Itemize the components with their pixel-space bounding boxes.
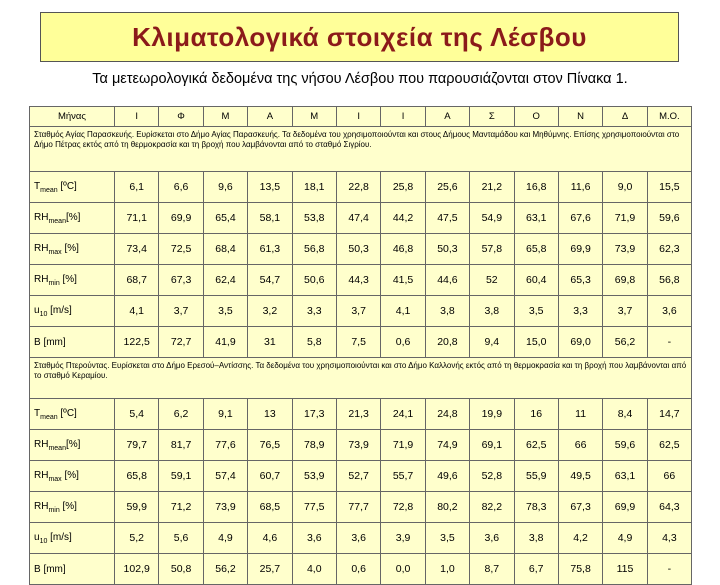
value-cell: 71,2	[159, 492, 203, 523]
value-cell: 41,9	[203, 327, 247, 358]
value-cell: 62,5	[514, 430, 558, 461]
row-label: B [mm]	[30, 327, 115, 358]
value-cell: 15,5	[647, 172, 691, 203]
value-cell: 54,7	[248, 265, 292, 296]
title-banner	[40, 12, 679, 62]
value-cell: 6,6	[159, 172, 203, 203]
row-label: $RH_{min}$ [%]	[30, 492, 115, 523]
table-row	[30, 172, 692, 203]
value-cell: 7,5	[336, 327, 380, 358]
month-header-cell: Ι	[336, 107, 380, 127]
value-cell: 52,7	[336, 461, 380, 492]
value-cell: 3,6	[470, 523, 514, 554]
value-cell: 49,6	[425, 461, 469, 492]
value-cell: 4,0	[292, 554, 336, 585]
value-cell: 31	[248, 327, 292, 358]
value-cell: 6,7	[514, 554, 558, 585]
value-cell: 4,3	[647, 523, 691, 554]
value-cell: 61,3	[248, 234, 292, 265]
station2-description: Σταθμός Πτερούντας. Ευρίσκεται στο Δήμο Ερεσού–Αντίσσης. Τα δεδομένα του χρησιμοποιούνται και στο Δήμο Καλλονής εκτός από τη θερμοκρασία και τη βροχή που λαμβάνονται από το σταθμό Κεραμίου.	[30, 358, 692, 399]
value-cell: 52	[470, 265, 514, 296]
value-cell: 78,9	[292, 430, 336, 461]
value-cell: 3,5	[514, 296, 558, 327]
month-header-cell: Ο	[514, 107, 558, 127]
value-cell: 3,9	[381, 523, 425, 554]
value-cell: 25,6	[425, 172, 469, 203]
value-cell: 58,1	[248, 203, 292, 234]
value-cell: 44,3	[336, 265, 380, 296]
month-header-cell: Σ	[470, 107, 514, 127]
value-cell: 3,7	[159, 296, 203, 327]
table-row	[30, 203, 692, 234]
value-cell: 3,5	[425, 523, 469, 554]
table-row	[30, 399, 692, 430]
value-cell: 59,1	[159, 461, 203, 492]
value-cell: 53,9	[292, 461, 336, 492]
value-cell: 4,9	[603, 523, 647, 554]
row-label: B [mm]	[30, 554, 115, 585]
month-header-cell: Δ	[603, 107, 647, 127]
value-cell: 78,3	[514, 492, 558, 523]
value-cell: 50,3	[336, 234, 380, 265]
value-cell: 3,3	[292, 296, 336, 327]
value-cell: 71,1	[115, 203, 159, 234]
month-header-cell: Α	[248, 107, 292, 127]
table-row	[30, 492, 692, 523]
value-cell: 80,2	[425, 492, 469, 523]
table-row	[30, 461, 692, 492]
value-cell: 16,8	[514, 172, 558, 203]
value-cell: 3,6	[292, 523, 336, 554]
value-cell: 0,0	[381, 554, 425, 585]
value-cell: 73,9	[603, 234, 647, 265]
value-cell: 47,5	[425, 203, 469, 234]
row-label: $RH_{min}$ [%]	[30, 265, 115, 296]
value-cell: 82,2	[470, 492, 514, 523]
value-cell: 60,4	[514, 265, 558, 296]
value-cell: 3,7	[603, 296, 647, 327]
value-cell: 6,1	[115, 172, 159, 203]
value-cell: 62,3	[647, 234, 691, 265]
value-cell: 55,7	[381, 461, 425, 492]
value-cell: 69,9	[603, 492, 647, 523]
value-cell: 56,2	[603, 327, 647, 358]
value-cell: 73,4	[115, 234, 159, 265]
value-cell: 11,6	[558, 172, 602, 203]
table-row	[30, 265, 692, 296]
value-cell: 3,5	[203, 296, 247, 327]
value-cell: 71,9	[603, 203, 647, 234]
value-cell: 71,9	[381, 430, 425, 461]
value-cell: 72,7	[159, 327, 203, 358]
value-cell: 3,7	[336, 296, 380, 327]
value-cell: 5,6	[159, 523, 203, 554]
value-cell: 72,5	[159, 234, 203, 265]
value-cell: 20,8	[425, 327, 469, 358]
value-cell: -	[647, 554, 691, 585]
table-row	[30, 554, 692, 585]
value-cell: 41,5	[381, 265, 425, 296]
value-cell: 63,1	[514, 203, 558, 234]
value-cell: 9,1	[203, 399, 247, 430]
value-cell: 15,0	[514, 327, 558, 358]
value-cell: 73,9	[203, 492, 247, 523]
value-cell: 13	[248, 399, 292, 430]
station2-description-row	[30, 358, 692, 399]
value-cell: 19,9	[470, 399, 514, 430]
table-row	[30, 296, 692, 327]
value-cell: 68,4	[203, 234, 247, 265]
month-header-cell: Μ.Ο.	[647, 107, 691, 127]
value-cell: 14,7	[647, 399, 691, 430]
value-cell: 65,8	[514, 234, 558, 265]
value-cell: 0,6	[336, 554, 380, 585]
value-cell: 75,8	[558, 554, 602, 585]
value-cell: 47,4	[336, 203, 380, 234]
value-cell: 3,3	[558, 296, 602, 327]
value-cell: 11	[558, 399, 602, 430]
value-cell: 24,1	[381, 399, 425, 430]
climate-table	[29, 106, 692, 585]
row-label: $RH_{max}$ [%]	[30, 461, 115, 492]
row-label: $T_{mean}$ [ºC]	[30, 399, 115, 430]
value-cell: 62,4	[203, 265, 247, 296]
value-cell: 65,8	[115, 461, 159, 492]
table-row	[30, 523, 692, 554]
value-cell: 56,8	[647, 265, 691, 296]
value-cell: 64,3	[647, 492, 691, 523]
value-cell: -	[647, 327, 691, 358]
value-cell: 55,9	[514, 461, 558, 492]
value-cell: 76,5	[248, 430, 292, 461]
row-label: $T_{mean}$ [ºC]	[30, 172, 115, 203]
value-cell: 50,3	[425, 234, 469, 265]
value-cell: 3,6	[647, 296, 691, 327]
header-label-cell: Μήνας	[30, 107, 115, 127]
value-cell: 68,7	[115, 265, 159, 296]
month-header-cell: Μ	[203, 107, 247, 127]
value-cell: 4,1	[381, 296, 425, 327]
value-cell: 65,4	[203, 203, 247, 234]
value-cell: 57,4	[203, 461, 247, 492]
value-cell: 44,6	[425, 265, 469, 296]
value-cell: 4,6	[248, 523, 292, 554]
value-cell: 115	[603, 554, 647, 585]
value-cell: 68,5	[248, 492, 292, 523]
value-cell: 24,8	[425, 399, 469, 430]
month-header-cell: Ι	[381, 107, 425, 127]
value-cell: 3,8	[470, 296, 514, 327]
value-cell: 9,0	[603, 172, 647, 203]
page-title: Κλιματολογικά στοιχεία της Λέσβου	[132, 21, 587, 52]
value-cell: 56,2	[203, 554, 247, 585]
value-cell: 59,6	[603, 430, 647, 461]
value-cell: 63,1	[603, 461, 647, 492]
value-cell: 4,9	[203, 523, 247, 554]
table-row	[30, 327, 692, 358]
value-cell: 77,6	[203, 430, 247, 461]
value-cell: 50,6	[292, 265, 336, 296]
value-cell: 66	[647, 461, 691, 492]
value-cell: 74,9	[425, 430, 469, 461]
value-cell: 49,5	[558, 461, 602, 492]
month-header-cell: Φ	[159, 107, 203, 127]
value-cell: 1,0	[425, 554, 469, 585]
value-cell: 62,5	[647, 430, 691, 461]
value-cell: 22,8	[336, 172, 380, 203]
value-cell: 9,4	[470, 327, 514, 358]
value-cell: 67,6	[558, 203, 602, 234]
table-row	[30, 234, 692, 265]
row-label: $RH_{mean}[\%]$	[30, 430, 115, 461]
station1-description: Σταθμός Αγίας Παρασκευής. Ευρίσκεται στο Δήμο Αγίας Παρασκευής. Τα δεδομένα του χρησιμοποιούνται και στους Δήμους Μανταμάδου και Μηθύμνης. Επίσης χρησιμοποιούνται στο Δήμο Πέτρας εκτός από τη θερμοκρασία και τη βροχή που λαμβάνονται από το σταθμό Σιγρίου.	[30, 127, 692, 172]
value-cell: 25,8	[381, 172, 425, 203]
value-cell: 122,5	[115, 327, 159, 358]
value-cell: 77,5	[292, 492, 336, 523]
page-subtitle: Τα μετεωρολογικά δεδομένα της νήσου Λέσβου που παρουσιάζονται στον Πίνακα 1.	[92, 71, 628, 87]
value-cell: 46,8	[381, 234, 425, 265]
value-cell: 3,2	[248, 296, 292, 327]
value-cell: 73,9	[336, 430, 380, 461]
value-cell: 5,8	[292, 327, 336, 358]
month-header-cell: Μ	[292, 107, 336, 127]
value-cell: 50,8	[159, 554, 203, 585]
value-cell: 69,9	[159, 203, 203, 234]
row-label: $RH_{mean}[\%]$	[30, 203, 115, 234]
value-cell: 53,8	[292, 203, 336, 234]
value-cell: 21,3	[336, 399, 380, 430]
value-cell: 60,7	[248, 461, 292, 492]
value-cell: 102,9	[115, 554, 159, 585]
value-cell: 8,4	[603, 399, 647, 430]
value-cell: 79,7	[115, 430, 159, 461]
value-cell: 81,7	[159, 430, 203, 461]
value-cell: 5,4	[115, 399, 159, 430]
value-cell: 3,6	[336, 523, 380, 554]
value-cell: 44,2	[381, 203, 425, 234]
value-cell: 16	[514, 399, 558, 430]
value-cell: 17,3	[292, 399, 336, 430]
station1-description-row	[30, 127, 692, 172]
value-cell: 69,9	[558, 234, 602, 265]
value-cell: 3,8	[425, 296, 469, 327]
value-cell: 72,8	[381, 492, 425, 523]
value-cell: 5,2	[115, 523, 159, 554]
value-cell: 66	[558, 430, 602, 461]
value-cell: 77,7	[336, 492, 380, 523]
value-cell: 59,9	[115, 492, 159, 523]
value-cell: 25,7	[248, 554, 292, 585]
value-cell: 67,3	[159, 265, 203, 296]
value-cell: 52,8	[470, 461, 514, 492]
month-header-cell: Ν	[558, 107, 602, 127]
climate-table-body	[30, 107, 692, 585]
value-cell: 4,1	[115, 296, 159, 327]
value-cell: 4,2	[558, 523, 602, 554]
value-cell: 3,8	[514, 523, 558, 554]
value-cell: 21,2	[470, 172, 514, 203]
value-cell: 69,1	[470, 430, 514, 461]
value-cell: 0,6	[381, 327, 425, 358]
value-cell: 69,8	[603, 265, 647, 296]
value-cell: 18,1	[292, 172, 336, 203]
value-cell: 67,3	[558, 492, 602, 523]
value-cell: 57,8	[470, 234, 514, 265]
value-cell: 54,9	[470, 203, 514, 234]
month-header-cell: Α	[425, 107, 469, 127]
value-cell: 56,8	[292, 234, 336, 265]
value-cell: 9,6	[203, 172, 247, 203]
value-cell: 6,2	[159, 399, 203, 430]
value-cell: 65,3	[558, 265, 602, 296]
row-label: $u_{10}$ [m/s]	[30, 296, 115, 327]
value-cell: 69,0	[558, 327, 602, 358]
value-cell: 13,5	[248, 172, 292, 203]
row-label: $u_{10}$ [m/s]	[30, 523, 115, 554]
value-cell: 8,7	[470, 554, 514, 585]
month-header-cell: Ι	[115, 107, 159, 127]
table-row	[30, 430, 692, 461]
value-cell: 59,6	[647, 203, 691, 234]
row-label: $RH_{max}$ [%]	[30, 234, 115, 265]
header-row	[30, 107, 692, 127]
